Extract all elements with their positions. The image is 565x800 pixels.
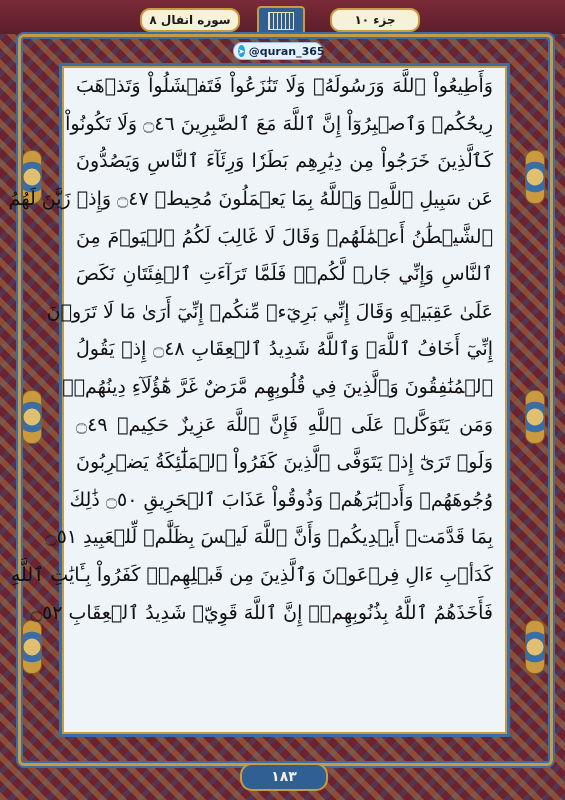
right-medallion-ornament xyxy=(525,620,545,674)
verse-line: إِنِّيٓ أَخَافُ ٱللَّهَۚ وَٱللَّهُ شَدِيدُ ٱلۡعِقَابِ ۝٤٨ إِذۡ يَقُولُ xyxy=(76,338,493,361)
verse-line: رِيحُكُمۡ وَٱصۡبِرُوٓاْ إِنَّ ٱللَّهَ مَعَ ٱلصَّٰبِرِينَ ۝٤٦ وَلَا تَكُونُواْ xyxy=(65,112,493,135)
verse-line: وُجُوهَهُمۡ وَأَدۡبَٰرَهُمۡ وَذُوقُواْ عَذَابَ ٱلۡحَرِيقِ ۝٥٠ ذَٰلِكَ xyxy=(69,488,493,511)
verse-line: عَلَىٰ عَقِبَيۡهِ وَقَالَ إِنِّي بَرِيٓءٞ مِّنكُمۡ إِنِّيٓ أَرَىٰ مَا لَا تَرَوۡنَ xyxy=(46,300,493,323)
verse-line: ٱلنَّاسِ وَإِنِّي جَارٞ لَّكُمۡۖ فَلَمَّا تَرَآءَتِ ٱلۡفِئَتَانِ نَكَصَ xyxy=(76,263,493,286)
right-medallion-ornament xyxy=(525,390,545,444)
left-medallion-ornament xyxy=(22,620,42,674)
juz-label: جزء ۱۰ xyxy=(330,8,420,32)
telegram-icon: ➤ xyxy=(238,46,245,56)
verse-line: وَأَطِيعُواْ ٱللَّهَ وَرَسُولَهُۥ وَلَا تَنَٰزَعُواْ فَتَفۡشَلُواْ وَتَذۡهَبَ xyxy=(76,75,493,98)
right-medallion-ornament xyxy=(525,150,545,204)
page-number: ۱۸۳ xyxy=(240,763,328,791)
verse-line: وَمَن يَتَوَكَّلۡ عَلَى ٱللَّهِ فَإِنَّ ٱللَّهَ عَزِيزٌ حَكِيمٞ ۝٤٩ xyxy=(76,413,493,436)
channel-handle: @quran_365 xyxy=(248,44,325,58)
verse-line: فَأَخَذَهُمُ ٱللَّهُ بِذُنُوبِهِمۡۚ إِنَّ ٱللَّهَ قَوِيّٞ شَدِيدُ ٱلۡعِقَابِ ۝٥٢ xyxy=(30,601,493,624)
verse-line: بِمَا قَدَّمَتۡ أَيۡدِيكُمۡ وَأَنَّ ٱللَّهَ لَيۡسَ بِظَلَّٰمٖ لِّلۡعَبِيدِ ۝٥١ xyxy=(45,526,493,549)
verse-line: كَدَأۡبِ ءَالِ فِرۡعَوۡنَ وَٱلَّذِينَ مِن قَبۡلِهِمۡۚ كَفَرُواْ بِـَٔايَٰتِ ٱللَّهِ xyxy=(10,564,493,587)
channel-badge[interactable] xyxy=(233,42,323,60)
verse-line: كَٱلَّذِينَ خَرَجُواْ مِن دِيَٰرِهِم بَطَرٗا وَرِئَآءَ ٱلنَّاسِ وَيَصُدُّونَ xyxy=(76,150,493,173)
verse-line: ٱلۡمُنَٰفِقُونَ وَٱلَّذِينَ فِي قُلُوبِهِم مَّرَضٌ غَرَّ هَٰٓؤُلَآءِ دِينُهُمۡۗ xyxy=(62,376,493,399)
verse-line: ٱلشَّيۡطَٰنُ أَعۡمَٰلَهُمۡ وَقَالَ لَا غَالِبَ لَكُمُ ٱلۡيَوۡمَ مِنَ xyxy=(76,225,493,248)
quran-logo-icon xyxy=(257,6,305,36)
left-medallion-ornament xyxy=(22,390,42,444)
surah-label: سوره انفال ۸ xyxy=(140,8,240,32)
verse-line: عَن سَبِيلِ ٱللَّهِۚ وَٱللَّهُ بِمَا يَعۡمَلُونَ مُحِيطٞ ۝٤٧ وَإِذۡ زَيَّنَ لَهُمُ xyxy=(8,188,493,211)
verse-text-panel xyxy=(8,66,507,734)
verse-line: وَلَوۡ تَرَىٰٓ إِذۡ يَتَوَفَّى ٱلَّذِينَ كَفَرُواْ ٱلۡمَلَٰٓئِكَةُ يَضۡرِبُونَ xyxy=(76,451,493,474)
